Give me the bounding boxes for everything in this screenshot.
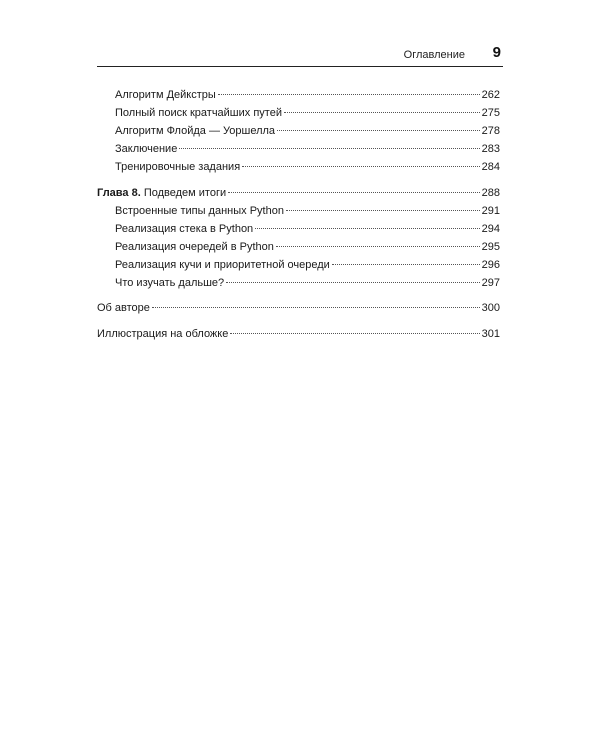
- toc-entry-page: 291: [481, 205, 500, 217]
- dot-leader: [152, 307, 480, 308]
- toc-entry-page: 275: [481, 107, 500, 119]
- toc-entry-exercises[interactable]: [97, 158, 500, 176]
- toc-entry-page: 297: [481, 277, 500, 289]
- toc-entry-page: 262: [481, 89, 500, 101]
- toc-entry-page: 283: [481, 143, 500, 155]
- dot-leader: [255, 228, 479, 229]
- page-number: 9: [492, 44, 501, 61]
- toc-entry-page: 295: [481, 241, 500, 253]
- dot-leader: [218, 94, 480, 95]
- toc-entry-title: Полный поиск кратчайших путей: [115, 107, 282, 119]
- toc-entry-floyd-warshall[interactable]: [97, 122, 500, 140]
- dot-leader: [286, 210, 480, 211]
- toc-entry-title: Встроенные типы данных Python: [115, 205, 284, 217]
- toc-entry-page: 288: [481, 187, 500, 199]
- dot-leader: [276, 246, 480, 247]
- toc-entry-page: 294: [481, 223, 500, 235]
- chapter-name: Подведем итоги: [140, 187, 227, 199]
- toc-entry-heap-impl[interactable]: [97, 256, 500, 274]
- toc-entry-title: Реализация кучи и приоритетной очереди: [115, 259, 330, 271]
- toc-entry-title: Алгоритм Флойда — Уоршелла: [115, 125, 276, 137]
- toc-chapter-8[interactable]: [97, 184, 500, 202]
- dot-leader: [242, 166, 479, 167]
- toc-entry-title: Об авторе: [97, 302, 150, 314]
- toc-entry-page: 278: [481, 125, 500, 137]
- dot-leader: [230, 333, 479, 334]
- toc-entry-page: 296: [481, 259, 500, 271]
- toc-entry-page: 301: [481, 328, 500, 340]
- dot-leader: [284, 112, 480, 113]
- toc-entry-title: Заключение: [115, 143, 178, 155]
- toc-entry-page: 284: [481, 161, 500, 173]
- section-title: Оглавление: [403, 49, 465, 61]
- toc-entry-stack-impl[interactable]: [97, 220, 500, 238]
- toc-entry-title: Что изучать дальше?: [115, 277, 225, 289]
- toc-cover-illustration[interactable]: [97, 325, 500, 343]
- running-header: [97, 44, 503, 67]
- dot-leader: [332, 264, 480, 265]
- toc-entry-title: Алгоритм Дейкстры: [115, 89, 216, 101]
- toc-entry-dijkstra[interactable]: [97, 86, 500, 104]
- toc-entry-conclusion[interactable]: [97, 140, 500, 158]
- dot-leader: [179, 148, 479, 149]
- dot-leader: [226, 282, 479, 283]
- chapter-label: Глава 8.: [97, 187, 141, 199]
- toc-entry-title: Реализация очередей в Python: [115, 241, 274, 253]
- toc-entry-python-builtin-types[interactable]: [97, 202, 500, 220]
- toc-entry-all-shortest-paths[interactable]: [97, 104, 500, 122]
- toc-entry-page: 300: [481, 302, 500, 314]
- dot-leader: [277, 130, 480, 131]
- toc-entry-what-next[interactable]: [97, 274, 500, 292]
- toc-chapter-title: [97, 184, 226, 202]
- toc-about-author[interactable]: [97, 299, 500, 317]
- toc-entry-title: Иллюстрация на обложке: [97, 328, 229, 340]
- toc-entry-title: Тренировочные задания: [115, 161, 241, 173]
- toc-entry-title: Реализация стека в Python: [115, 223, 254, 235]
- dot-leader: [228, 192, 480, 193]
- toc-entry-queue-impl[interactable]: [97, 238, 500, 256]
